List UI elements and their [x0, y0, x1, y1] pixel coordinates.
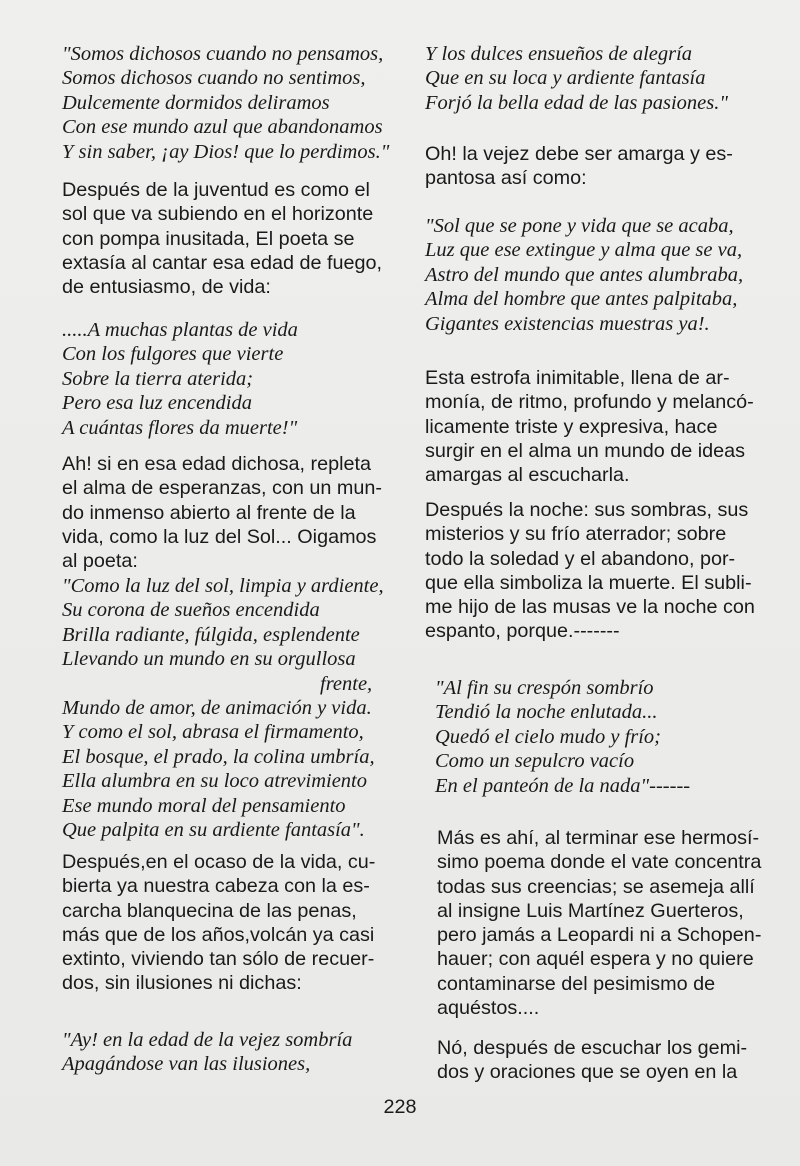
verse-line: "Sol que se pone y vida que se acaba, — [425, 215, 734, 237]
paragraph — [425, 142, 770, 191]
text-line: licamente triste y expresiva, hace — [425, 415, 718, 438]
text-line: simo poema donde el vate concentra — [437, 851, 762, 874]
verse-line: Y sin saber, ¡ay Dios! que lo perdimos." — [62, 140, 390, 163]
text-line: con pompa inusitada, El poeta se — [62, 227, 355, 250]
text-line: sol que va subiendo en el horizonte — [62, 203, 374, 226]
text-line: de entusiasmo, de vida: — [62, 276, 271, 299]
verse-line: Tendió la noche enlutada... — [435, 701, 658, 724]
verse-line: Pero esa luz encendida — [62, 392, 252, 415]
verse-block — [62, 1028, 352, 1077]
text-line: más que de los años,volcán ya casi — [62, 923, 375, 946]
verse-line: El bosque, el prado, la colina umbría, — [62, 745, 375, 768]
text-line: que ella simboliza la muerte. El subli- — [425, 571, 752, 594]
text-line: Oh! la vejez debe ser amarga y es- — [425, 143, 733, 165]
verse-line: En el panteón de la nada"------ — [435, 774, 691, 797]
verse-line: Sobre la tierra aterida; — [62, 367, 254, 390]
verse-line: Y los dulces ensueños de alegría — [425, 43, 693, 65]
verse-line: Forjó la bella edad de las pasiones." — [425, 91, 728, 114]
verse-line: Mundo de amor, de animación y vida. — [62, 697, 372, 720]
verse-line: Llevando un mundo en su orgullosa — [62, 648, 356, 671]
verse-block — [425, 214, 743, 336]
text-line: Después,en el ocaso de la vida, cu- — [62, 851, 376, 873]
paragraph — [62, 850, 407, 996]
text-line: extasía al cantar esa edad de fuego, — [62, 251, 383, 274]
paragraph — [425, 366, 770, 487]
verse-line: A cuántas flores da muerte!" — [62, 416, 298, 439]
text-line: al poeta: — [62, 550, 138, 573]
verse-line: .....A muchas plantas de vida — [62, 319, 298, 341]
verse-line: Astro del mundo que antes alumbraba, — [425, 263, 744, 286]
paragraph — [437, 1036, 772, 1085]
text-line: pantosa así como: — [425, 167, 587, 190]
verse-line: Quedó el cielo mudo y frío; — [435, 725, 662, 748]
text-line: todas sus creencias; se asemeja allí — [437, 875, 755, 898]
verse-line: Brilla radiante, fúlgida, esplendente — [62, 623, 360, 646]
verse-block — [62, 42, 389, 164]
text-line: misterios y su frío aterrador; sobre — [425, 523, 727, 546]
text-line: do inmenso abierto al frente de la — [62, 501, 356, 524]
text-line: Ah! si en esa edad dichosa, repleta — [62, 453, 372, 475]
text-line: pero jamás a Leopardi ni a Schopen- — [437, 924, 762, 947]
verse-line: Que palpita en su ardiente fantasía". — [62, 819, 365, 842]
text-line: Esta estrofa inimitable, llena de ar- — [425, 367, 730, 389]
paragraph — [62, 452, 407, 573]
text-line: dos, sin ilusiones ni dichas: — [62, 972, 302, 995]
verse-line: "Somos dichosos cuando no pensamos, — [62, 43, 384, 65]
text-line: espanto, porque.------- — [425, 620, 620, 643]
text-line: Después la noche: sus sombras, sus — [425, 499, 749, 521]
text-line: todo la soledad y el abandono, por- — [425, 547, 736, 570]
verse-line: Somos dichosos cuando no sentimos, — [62, 67, 366, 90]
verse-block — [435, 676, 690, 798]
verse-block — [62, 318, 298, 440]
verse-line: Que en su loca y ardiente fantasía — [425, 67, 706, 90]
verse-line: Apagándose van las ilusiones, — [62, 1053, 311, 1076]
text-line: bierta ya nuestra cabeza con la es- — [62, 875, 370, 898]
verse-line: "Al fin su crespón sombrío — [435, 677, 654, 699]
text-line: contaminarse del pesimismo de — [437, 972, 716, 995]
text-line: Nó, después de escuchar los gemi- — [437, 1037, 748, 1059]
paragraph — [425, 498, 770, 644]
text-line: Después de la juventud es como el — [62, 179, 370, 201]
verse-line: "Ay! en la edad de la vejez sombría — [62, 1029, 353, 1051]
text-line: al insigne Luis Martínez Guerteros, — [437, 899, 744, 922]
text-line: monía, de ritmo, profundo y melancó- — [425, 391, 754, 414]
verse-line: Con ese mundo azul que abandonamos — [62, 116, 383, 139]
text-line: el alma de esperanzas, con un mun- — [62, 477, 382, 500]
verse-line: Y como el sol, abrasa el firmamento, — [62, 721, 364, 744]
text-line: amargas al escucharla. — [425, 464, 630, 487]
page-number: 228 — [383, 1096, 417, 1118]
text-line: dos y oraciones que se oyen en la — [437, 1061, 738, 1084]
text-line: me hijo de las musas ve la noche con — [425, 596, 755, 619]
verse-line: Como un sepulcro vacío — [435, 750, 635, 773]
verse-line: Alma del hombre que antes palpitaba, — [425, 288, 738, 311]
verse-block — [425, 42, 728, 115]
text-line: hauer; con aquél espera y no quiere — [437, 948, 754, 971]
verse-block — [62, 574, 384, 842]
text-line: carcha blanquecina de las penas, — [62, 899, 357, 922]
text-line: extinto, viviendo tan sólo de recuer- — [62, 948, 375, 971]
text-line: Más es ahí, al terminar ese hermosí- — [437, 827, 760, 849]
paragraph — [62, 178, 407, 299]
text-line: aquéstos.... — [437, 997, 540, 1020]
paragraph — [437, 826, 772, 1020]
verse-line: Gigantes existencias muestras ya!. — [425, 312, 710, 335]
verse-line: Su corona de sueños encendida — [62, 599, 320, 622]
text-line: vida, como la luz del Sol... Oigamos — [62, 525, 377, 548]
verse-line: Ella alumbra en su loco atrevimiento — [62, 770, 367, 793]
verse-line: Ese mundo moral del pensamiento — [62, 794, 346, 817]
verse-line: "Como la luz del sol, limpia y ardiente, — [62, 575, 384, 597]
verse-line: Luz que ese extingue y alma que se va, — [425, 239, 743, 262]
verse-line: frente, — [320, 672, 373, 695]
verse-line: Dulcemente dormidos deliramos — [62, 91, 330, 114]
text-line: surgir en el alma un mundo de ideas — [425, 439, 745, 462]
verse-line: Con los fulgores que vierte — [62, 343, 284, 366]
